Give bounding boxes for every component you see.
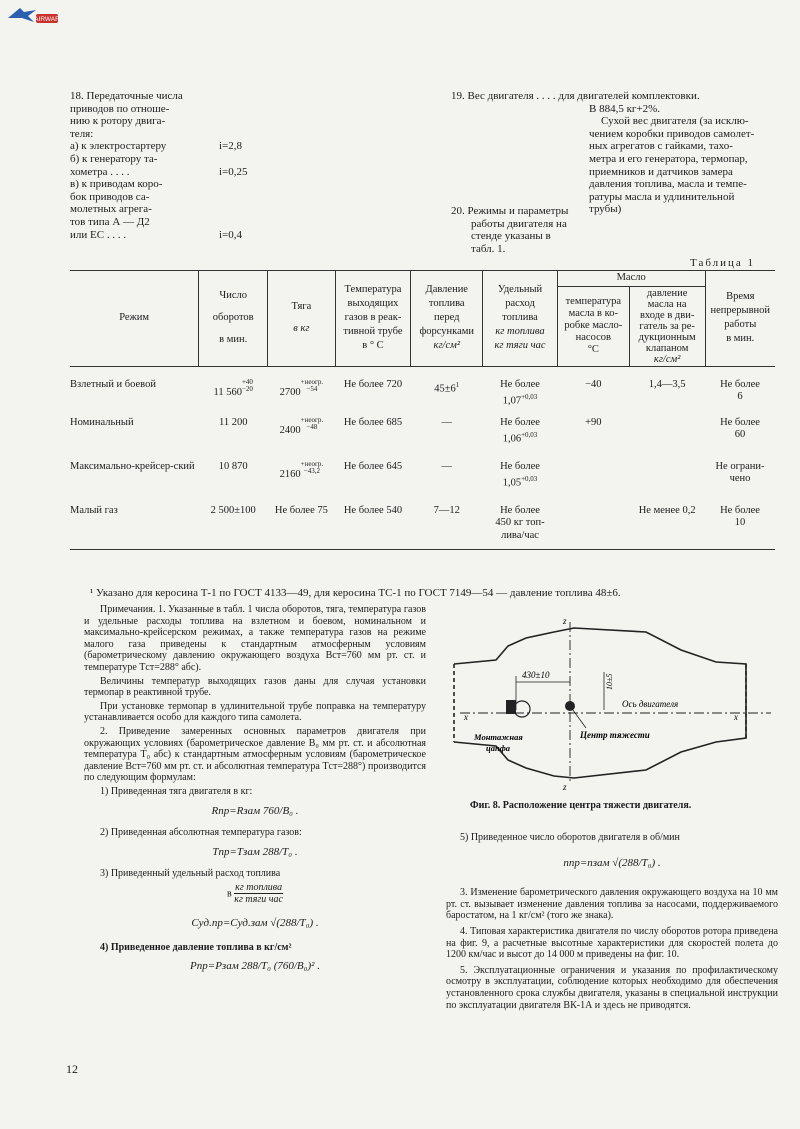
formula-5-label: 5) Приведенное число оборотов двигателя в об/мин <box>460 832 680 843</box>
right-column <box>446 832 778 1015</box>
axis-x-left: x <box>464 712 468 722</box>
engine-axis-label: Ось двигателя <box>622 699 679 709</box>
section-19: 19. Вес двигателя . . . . для двигателей комплектовки. В 884,5 кг+2%. Сухой вес двигателя (за исклю- чением коробки приводов самолет- ных агрегатов с гайками, тахо- метра и его генератора, термопар, приемников и датчиков замера давления топлива, масла и темпе- ратуры масла и удлинительной трубы) <box>451 90 781 216</box>
axis-z-top: z <box>563 616 567 626</box>
col-rpm: Число оборотов в мин. <box>199 271 268 367</box>
s18-item-a: а) к электростартеру i=2,8 <box>70 140 243 153</box>
formula-2: Tпр=Tзам 288/T₀ . <box>212 845 298 858</box>
s18-title-2: приводов по отноше- <box>70 102 170 115</box>
formula-1: Rпр=Rзам 760/B₀ . <box>211 804 299 817</box>
note-2: 2. Приведение замеренных основных параметров двигателя при окружающих условиях (барометрическое давление B₀ мм рт. ст. и абсолютная температура T₀ абс) к стандартным атмосферным условиям (барометрическое давление Bст=760 мм рт. ст. и абсолютная температура Tст=288°) производится по следующим формулам: <box>84 725 426 784</box>
col-oil: Масло <box>557 271 705 287</box>
formula-4-label: 4) Приведенное давление топлива в кг/см² <box>100 941 292 953</box>
mount-label-2: цапфа <box>486 743 511 753</box>
note-1c: При установке термопар в удлинительной трубе поправка на температуру устанавливается особо для каждого типа самолета. <box>84 700 426 724</box>
table-row: Малый газ 2 500±100 Не более 75 Не более 540 7—12 Не более 450 кг топ- лива/час Не менее 0,2 Не более 10 <box>70 504 760 541</box>
s18-title-1: 18. Передаточные числа <box>70 90 183 102</box>
axis-x-right: x <box>734 712 738 722</box>
table-row: Максимально-крейсер-ский 10 870 $2160^{+неогр. -43,2}$ Не более 645 — Не более $1,05^{+0,03}$ Не ограни- чено <box>70 459 765 489</box>
formula-1-label: 1) Приведенная тяга двигателя в кг: <box>100 785 253 797</box>
section-18: 18. Передаточные числа приводов по отноше- нию к ротору двига- теля: а) к электростартеру i=2,8 б) к генератору та- хометра . . . . i=0,25 в) к приводам коро- бок приводов са- молетных агрега- тов типа А — Д2 или ЕС . . . . i=0,4 <box>70 90 260 241</box>
dim-430: 430±10 <box>522 670 550 680</box>
formula-3: Cуд.пр=Cуд.зам √(288/T₀) . <box>191 917 319 930</box>
col-oil-pressure: давление масла на входе в дви- гатель за ре- дукционным клапаном кг/см² <box>629 286 705 366</box>
s18-title-3: нию к ротору двига- <box>70 115 166 128</box>
note-4: 4. Типовая характеристика двигателя по числу оборотов ротора приведена на фиг. 9, а расчетные высотные характеристики для скоростей полета до 1200 км/час и высот до 14 000 м приведены на фиг. 10. <box>446 925 778 961</box>
col-time: Время непрерывной работы в мин. <box>705 271 775 367</box>
col-mode: Режим <box>70 271 199 367</box>
table-row: Номинальный 11 200 $2400^{+неогр. -48}$ Не более 685 — Не более $1,06^{+0,03}$ +90 Не более 60 <box>70 415 760 445</box>
page-number: 12 <box>66 1062 78 1076</box>
formula-5: nпр=nзам √(288/T₀) . <box>563 856 661 869</box>
s18-item-c: в) к приводам коро- <box>70 178 163 191</box>
s18-title-4: теля: <box>70 127 94 140</box>
formula-3-unit: в кг топлива кг тяги час <box>227 881 283 906</box>
note-1b: Величины температур выходящих газов даны для случая установки термопар в реактивной трубе. <box>84 675 426 699</box>
col-temp: Температура выходящих газов в реак- тивной трубе в ° С <box>335 271 411 367</box>
col-pressure: Давление топлива перед форсунками кг/см² <box>411 271 483 367</box>
dim-10: 10±5 <box>605 673 614 690</box>
engine-modes-table <box>70 270 775 550</box>
formula-3-label: 3) Приведенный удельный расход топлива <box>100 868 281 880</box>
axis-z-bottom: z <box>563 782 567 792</box>
mount-label-1: Монтажная <box>474 732 523 742</box>
cg-label: Центр тяжести <box>580 730 650 740</box>
note-3: 3. Изменение барометрического давления окружающего воздуха на 10 мм рт. ст. вызывает изменение давления топлива за насосами, поддерживаемого баростатом, на 1 кг/см² (того же знака). <box>446 887 778 922</box>
site-logo <box>6 4 60 26</box>
col-consumption: Удельный расход топлива кг топлива кг тяги час <box>483 271 558 367</box>
formula-4: Pпр=Pзам 288/T₀ (760/B₀)² . <box>190 960 320 973</box>
s18-item-b: б) к генератору та- <box>70 152 158 165</box>
logo-text: AIRWAR <box>34 16 60 23</box>
col-thrust: Тяга в кг <box>268 271 335 367</box>
formula-2-label: 2) Приведенная абсолютная температура газов: <box>100 827 302 839</box>
section-20: 20. Режимы и параметры работы двигателя на стенде указаны в табл. 1. <box>451 205 569 255</box>
s19-label: 19. Вес двигателя . . . . для двигателей комплектовки. <box>451 90 700 102</box>
note-5: 5. Эксплуатационные ограничения и указания по профилактическому осмотру в эксплуатации, соблюдение которых необходимо для обеспечения установленного срока службы двигателя, указаны в специальной инструкции по эксплуатации двигателя ВК-1А и здесь не приводятся. <box>446 964 778 1011</box>
table-caption: Таблица 1 <box>690 257 756 269</box>
figure-caption: Фиг. 8. Расположение центра тяжести двигателя. <box>470 800 692 811</box>
footnote: ¹ Указано для керосина Т-1 по ГОСТ 4133—49, для керосина ТС-1 по ГОСТ 7149—54 — давление топлива 48±6. <box>90 587 621 599</box>
note-1: Примечания. 1. Указанные в табл. 1 числа оборотов, тяга, температура газов и удельные расходы топлива на взлетном и боевом, номинальном и максимально-крейсерском режимах, а также температура газов на режиме малого газа приведены к стандартным атмосферным условиям (барометрическому давлению окружающего воздуха Bст=760 мм рт. ст. и температуре Tст=288° абс). <box>84 604 426 673</box>
table-row: Взлетный и боевой 11 $560^{+40 -20}$ $2700^{+неогр. -54}$ Не более 720 $45\pm 6^1$ Не более $1,07^{+0,03}$ −40 1,4—3,5 Не более 6 <box>70 377 760 407</box>
notes-column <box>84 604 426 981</box>
figure-8 <box>446 610 776 795</box>
col-oil-temp: температура масла в ко- робке масло- насосов °С <box>557 286 629 366</box>
